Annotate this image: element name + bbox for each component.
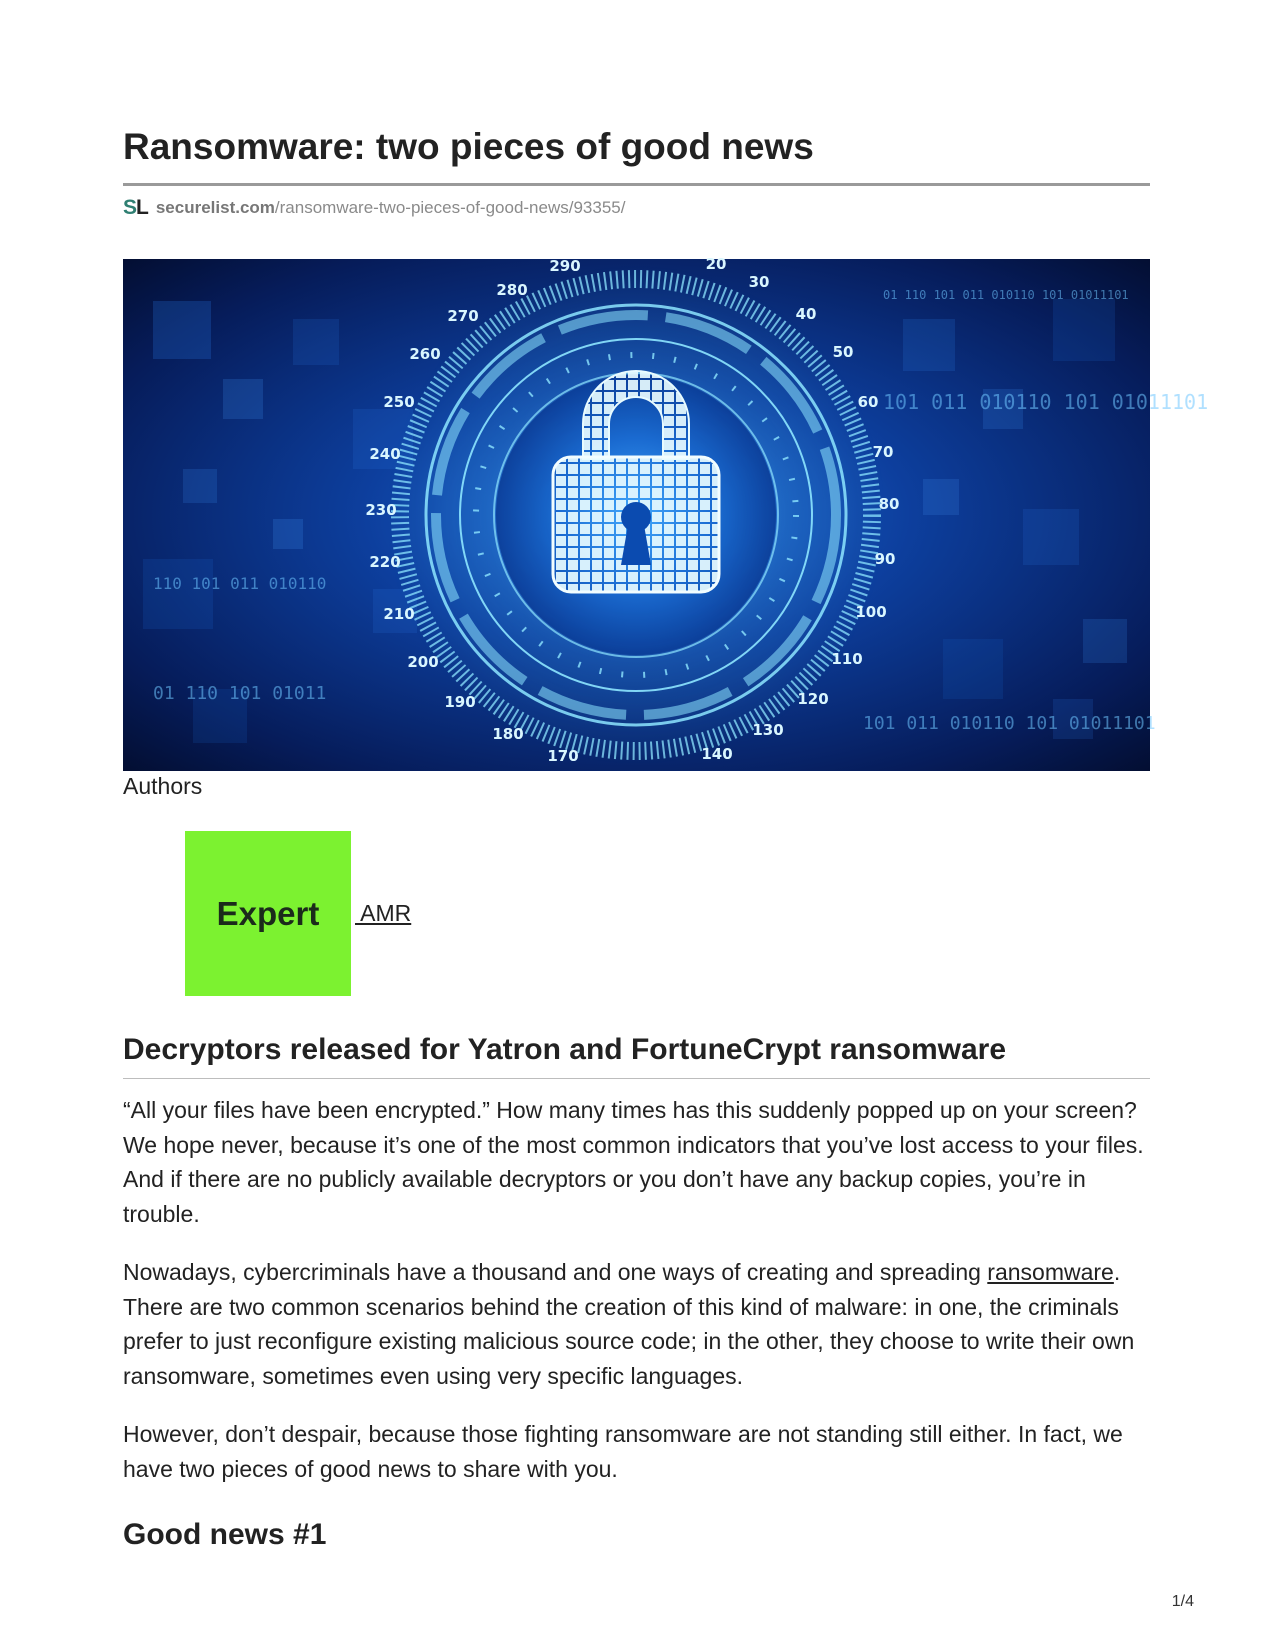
paragraph-2-after: . There are two common scenarios behind the creation of this kind of malware: in one, the criminals prefer to just reconfigure existing malicious source code; in the other, they choose to write their own ransomware, sometimes even using very specific languages. — [123, 1259, 1135, 1389]
hero-image — [123, 255, 1209, 771]
page-number: 1/4 — [1171, 1593, 1194, 1610]
logo-letter-s: S — [123, 196, 137, 219]
paragraph-2-before: Nowadays, cybercriminals have a thousand and one ways of creating and spreading — [123, 1259, 988, 1285]
binary-row-3: 110 101 011 010110 — [153, 574, 327, 593]
source-path: /ransomware-two-pieces-of-good-news/93355/ — [274, 198, 626, 217]
author-avatar[interactable] — [185, 831, 351, 996]
securelist-logo-icon — [123, 196, 148, 220]
svg-text:280: 280 — [496, 281, 528, 299]
paragraph-1: “All your files have been encrypted.” How many times has this suddenly popped up on your screen? We hope never, because it’s one of the most common indicators that you’ve lost access to your files. And if there are no publicly available decryptors or you don’t have any backup copies, you’re in trouble. — [123, 1097, 1144, 1227]
source-domain: securelist.com — [155, 198, 275, 217]
ransomware-link[interactable]: ransomware — [987, 1259, 1114, 1285]
paragraph-3: However, don’t despair, because those fighting ransomware are not standing still either. In fact, we have two pieces of good news to share with you. — [123, 1421, 1123, 1482]
section-divider — [123, 1078, 1150, 1079]
svg-text:100: 100 — [855, 603, 887, 621]
expert-badge-text: Expert — [216, 894, 320, 932]
authors-label: Authors — [123, 773, 203, 799]
logo-letter-l: L — [136, 196, 148, 219]
source-url[interactable] — [156, 198, 626, 218]
section-heading: Decryptors released for Yatron and FortuneCrypt ransomware — [123, 1033, 1007, 1066]
binary-row-2: 101 011 010110 101 01011101 — [883, 390, 1209, 414]
article-title: Ransomware: two pieces of good news — [123, 126, 814, 167]
svg-text:90: 90 — [874, 550, 896, 568]
svg-text:140: 140 — [701, 745, 733, 763]
svg-text:120: 120 — [797, 690, 829, 708]
svg-text:80: 80 — [878, 495, 900, 513]
svg-text:290: 290 — [549, 257, 581, 275]
svg-text:270: 270 — [447, 307, 479, 325]
author-entry — [185, 831, 411, 996]
svg-text:130: 130 — [752, 721, 784, 739]
binary-row-5: 01 110 101 01011 — [153, 683, 327, 704]
svg-text:230: 230 — [365, 501, 397, 519]
svg-text:190: 190 — [444, 693, 476, 711]
svg-text:260: 260 — [409, 345, 441, 363]
svg-text:210: 210 — [383, 605, 415, 623]
svg-text:110: 110 — [831, 650, 863, 668]
svg-text:20: 20 — [705, 255, 727, 273]
source-line — [123, 196, 625, 220]
subheading-good-news-1: Good news #1 — [123, 1518, 327, 1551]
svg-text:200: 200 — [407, 653, 439, 671]
svg-text:240: 240 — [369, 445, 401, 463]
svg-text:220: 220 — [369, 553, 401, 571]
svg-text:250: 250 — [383, 393, 415, 411]
author-link[interactable]: AMR — [355, 900, 412, 926]
svg-text:40: 40 — [795, 305, 817, 323]
svg-text:60: 60 — [857, 393, 879, 411]
binary-row-4: 101 011 010110 101 01011101 — [863, 713, 1156, 734]
svg-text:180: 180 — [492, 725, 524, 743]
svg-text:70: 70 — [872, 443, 894, 461]
binary-row-1: 01 110 101 011 010110 101 01011101 — [883, 288, 1129, 302]
title-divider — [123, 183, 1150, 186]
svg-text:170: 170 — [547, 747, 579, 765]
svg-text:50: 50 — [832, 343, 854, 361]
svg-text:30: 30 — [748, 273, 770, 291]
paragraph-2 — [123, 1255, 1150, 1393]
